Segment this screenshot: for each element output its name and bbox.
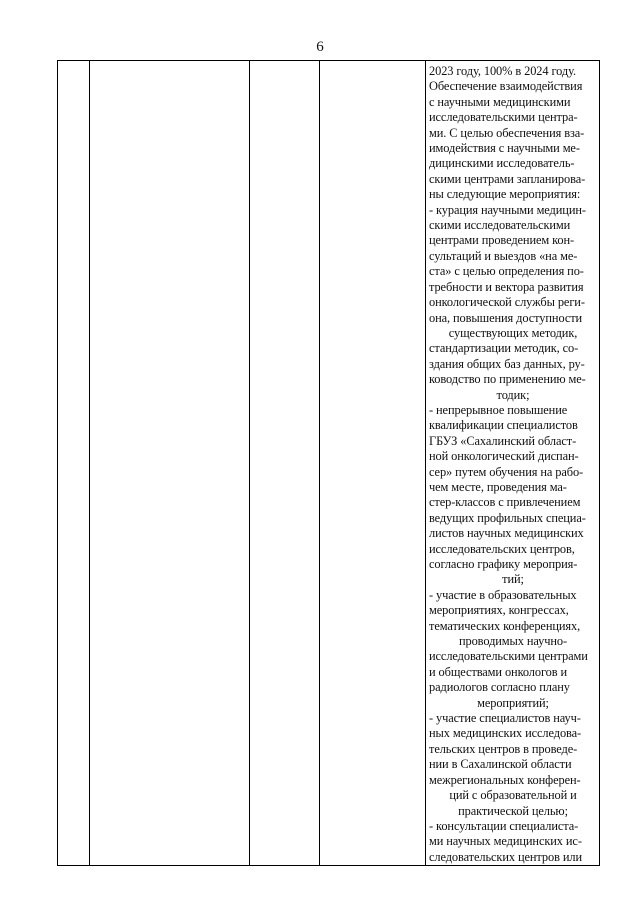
- text-line: имодействия с научными ме-: [429, 141, 580, 156]
- text-line: чем месте, проведения ма-: [429, 479, 567, 494]
- text-line: ми. С целью обеспечения вза-: [429, 125, 585, 140]
- text-line: тий;: [502, 572, 524, 587]
- table-cell-period: [250, 61, 320, 866]
- text-line: - участие специалистов науч-: [429, 711, 581, 726]
- text-line: мероприятий;: [477, 695, 549, 710]
- description-text: [426, 61, 599, 865]
- text-line: - консультации специалиста-: [429, 818, 579, 833]
- text-line: ведущих профильных специа-: [429, 510, 586, 525]
- text-line: тодик;: [496, 387, 530, 402]
- text-line: центрами проведением кон-: [429, 233, 575, 248]
- text-line: проводимых научно-: [458, 634, 568, 649]
- text-line: тематических конференциях,: [429, 618, 581, 633]
- text-line: ГБУЗ «Сахалинский област-: [429, 433, 577, 448]
- text-line: 2023 году, 100% в 2024 году.: [429, 64, 576, 78]
- text-line: квалификации специалистов: [429, 418, 578, 433]
- text-line: ны следующие мероприятия:: [429, 187, 581, 202]
- document-table: [57, 60, 600, 866]
- text-line: - участие в образовательных: [429, 587, 577, 602]
- text-line: ной онкологический диспан-: [429, 449, 579, 464]
- text-line: существующих методик,: [448, 325, 578, 340]
- text-line: следовательских центров или: [429, 849, 582, 864]
- text-line: тельских центров в проведе-: [429, 741, 578, 756]
- text-line: ных медицинских исследова-: [429, 726, 582, 741]
- text-line: межрегиональных конферен-: [429, 772, 581, 787]
- table-row: [58, 61, 600, 866]
- text-line: исследовательскими центра-: [429, 110, 578, 125]
- text-line: исследовательских центров,: [429, 541, 575, 556]
- text-line: исследовательскими центрами: [429, 649, 588, 664]
- text-line: стер-классов с привлечением: [429, 495, 581, 510]
- text-line: здания общих баз данных, ру-: [429, 356, 585, 371]
- table-cell-responsible: [320, 61, 426, 866]
- table-cell-description: [426, 61, 600, 866]
- text-line: требности и вектора развития: [429, 279, 584, 294]
- text-line: сультаций и выездов «на ме-: [429, 248, 578, 263]
- text-line: листов научных медицинских: [429, 526, 584, 541]
- text-line: с научными медицинскими: [429, 94, 571, 109]
- text-line: - курация научными медицин-: [429, 202, 586, 217]
- text-line: ций с образовательной и: [449, 788, 577, 803]
- text-line: радиологов согласно плану: [429, 680, 570, 695]
- text-line: стандартизации методик, со-: [429, 341, 579, 356]
- table-cell-number: [58, 61, 90, 866]
- text-line: практической целью;: [458, 803, 568, 818]
- text-line: ста» с целью определения по-: [429, 264, 584, 279]
- page-number: 6: [316, 39, 324, 55]
- text-line: и обществами онкологов и: [429, 664, 568, 679]
- text-line: дицинскими исследователь-: [429, 156, 575, 171]
- text-line: согласно графику мероприя-: [429, 557, 578, 571]
- text-line: мероприятиях, конгрессах,: [429, 603, 569, 618]
- text-line: она, повышения доступности: [429, 310, 583, 325]
- text-line: Обеспечение взаимодействия: [429, 79, 583, 94]
- table-cell-name: [90, 61, 250, 866]
- text-line: нии в Сахалинской области: [429, 757, 572, 772]
- text-line: - непрерывное повышение: [429, 402, 568, 417]
- text-line: онкологической службы реги-: [429, 295, 585, 310]
- text-line: сер» путем обучения на рабо-: [429, 464, 584, 479]
- text-line: ми научных медицинских ис-: [429, 834, 582, 849]
- text-line: ководство по применению ме-: [429, 372, 586, 387]
- text-line: скими центрами запланирова-: [429, 171, 586, 186]
- text-line: скими исследовательскими: [429, 218, 571, 233]
